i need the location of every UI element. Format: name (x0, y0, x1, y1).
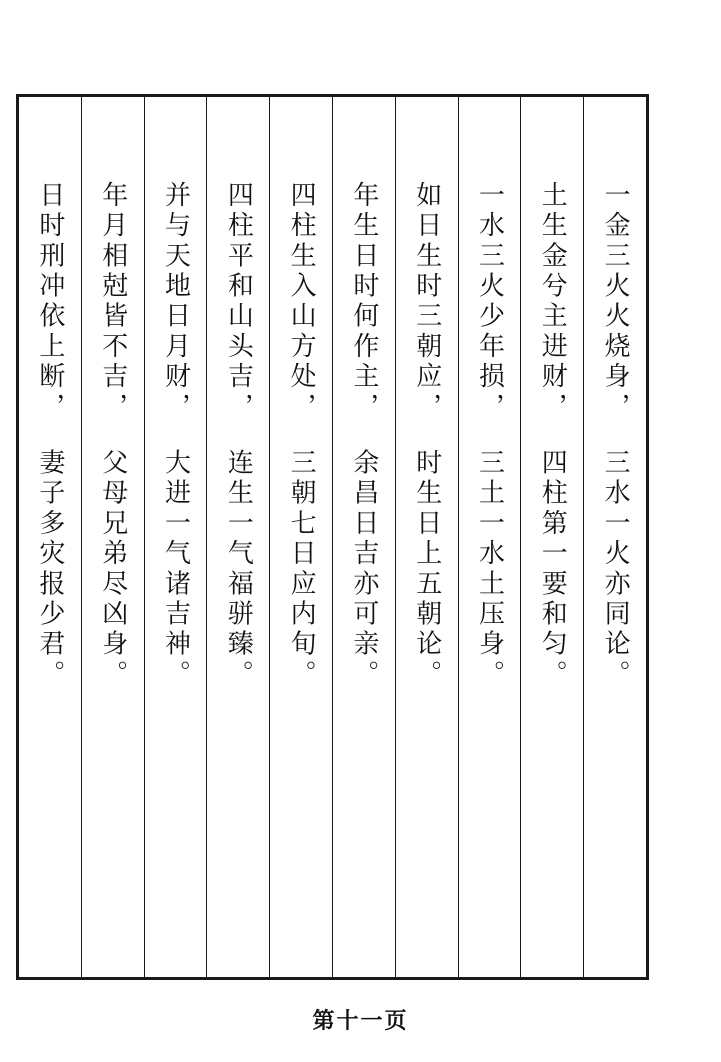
verse-line-second-half: 三水一火亦同论。 (600, 448, 631, 691)
verse-line-first-half: 四柱生入山方处， (286, 181, 317, 423)
verse-column-10 (19, 97, 81, 977)
verse-column-4 (395, 97, 458, 977)
verse-column-7 (206, 97, 269, 977)
verse-column-8 (144, 97, 207, 977)
verse-line-first-half: 一水三火少年损， (474, 181, 505, 423)
verse-line-second-half: 时生日上五朝论。 (411, 448, 442, 691)
verse-column-5 (332, 97, 395, 977)
page-number: 第十一页 (312, 1008, 409, 1034)
verse-line-first-half: 年生日时何作主， (348, 181, 379, 423)
verse-frame (16, 94, 649, 980)
verse-line-first-half: 土生金兮主进财， (537, 181, 568, 423)
verse-column-3 (458, 97, 521, 977)
verse-line-second-half: 连生一气福骈臻。 (223, 448, 254, 691)
verse-line-second-half: 三土一水土压身。 (474, 448, 505, 691)
verse-line-second-half: 妻子多灾报少君。 (34, 448, 65, 691)
verse-line-first-half: 如日生时三朝应， (411, 181, 442, 423)
verse-line-first-half: 四柱平和山头吉， (223, 181, 254, 423)
verse-line-second-half: 三朝七日应内旬。 (286, 448, 317, 691)
verse-line-second-half: 四柱第一要和匀。 (537, 448, 568, 691)
verse-column-2 (520, 97, 583, 977)
verse-column-6 (269, 97, 332, 977)
verse-line-second-half: 余昌日吉亦可亲。 (348, 448, 379, 691)
verse-line-first-half: 日时刑冲依上断， (34, 181, 65, 423)
verse-line-first-half: 并与天地日月财， (160, 181, 191, 423)
verse-line-second-half: 父母兄弟尽凶身。 (97, 448, 128, 691)
verse-line-first-half: 一金三火火烧身， (600, 181, 631, 423)
verse-column-9 (81, 97, 144, 977)
verse-column-1 (583, 97, 646, 977)
verse-line-second-half: 大进一气诸吉神。 (160, 448, 191, 691)
verse-line-first-half: 年月相尅皆不吉， (97, 181, 128, 423)
